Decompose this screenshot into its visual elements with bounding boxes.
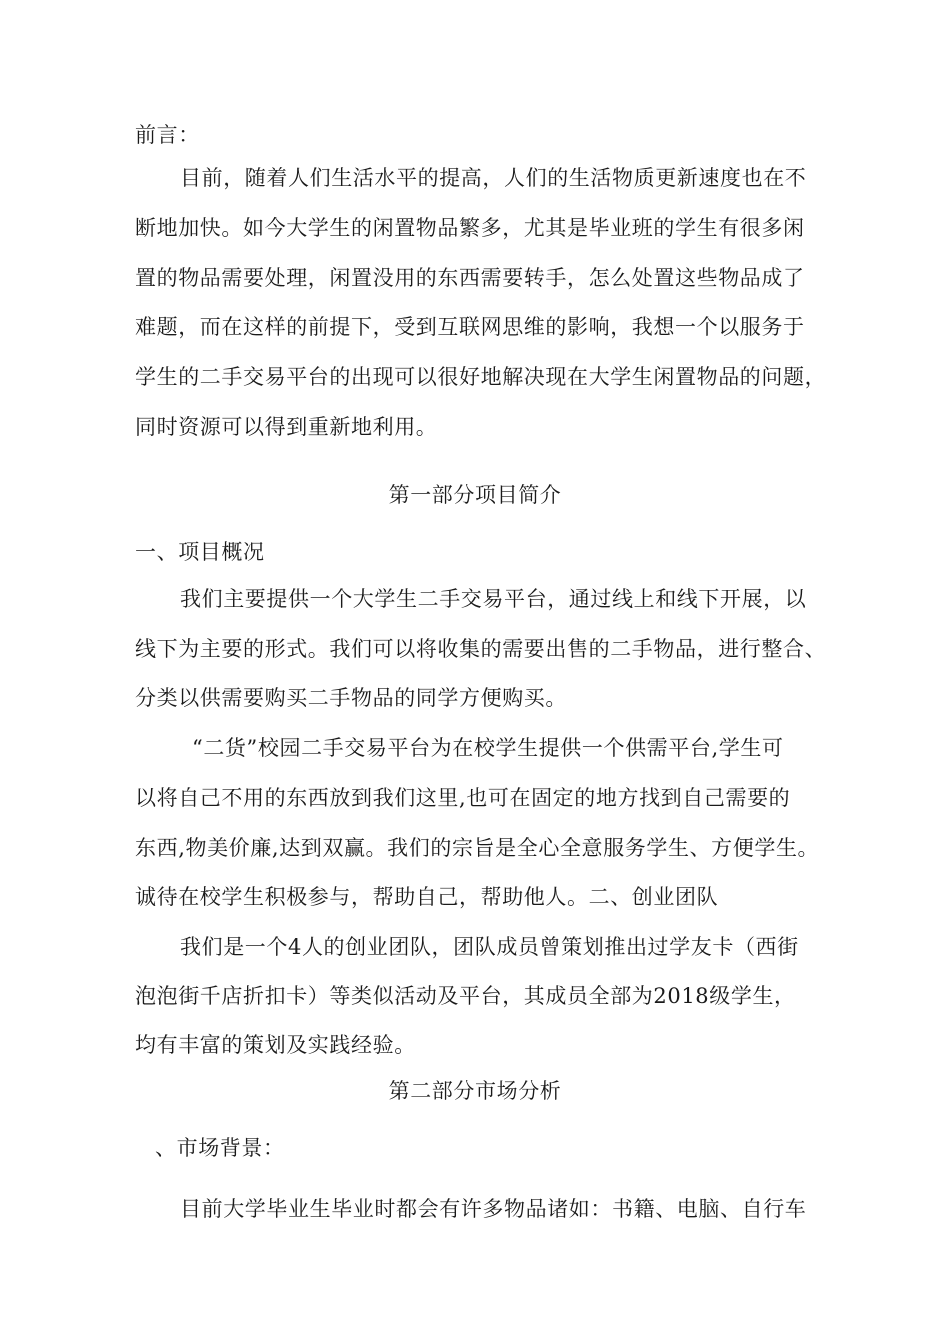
paragraph-line: “二货”校园二手交易平台为在校学生提供一个供需平台,学生可 xyxy=(192,736,784,760)
paragraph-line: 东西,物美价廉,达到双赢。我们的宗旨是全心全意服务学生、方便学生。 xyxy=(135,836,820,860)
paragraph-line: 学生的二手交易平台的出现可以很好地解决现在大学生闲置物品的问题， xyxy=(135,365,827,389)
subsection-heading: 、市场背景： xyxy=(155,1136,285,1160)
paragraph-line: 诚待在校学生积极参与，帮助自己，帮助他人。二、创业团队 xyxy=(135,885,719,909)
paragraph-line: 难题，而在这样的前提下，受到互联网思维的影响，我想一个以服务于 xyxy=(135,315,805,339)
paragraph-line: 均有丰富的策划及实践经验。 xyxy=(135,1033,416,1057)
paragraph-line: 断地加快。如今大学生的闲置物品繁多，尤其是毕业班的学生有很多闲 xyxy=(135,216,805,240)
paragraph-line: 线下为主要的形式。我们可以将收集的需要出售的二手物品，进行整合、 xyxy=(135,637,827,661)
paragraph-line: 以将自己不用的东西放到我们这里,也可在固定的地方找到自己需要的 xyxy=(135,786,791,810)
paragraph-line: 目前大学毕业生毕业时都会有许多物品诸如：书籍、电脑、自行车 xyxy=(180,1197,807,1221)
paragraph-line: 同时资源可以得到重新地利用。 xyxy=(135,415,438,439)
paragraph-line: 置的物品需要处理，闲置没用的东西需要转手，怎么处置这些物品成了 xyxy=(135,266,805,290)
paragraph-line: 泡泡街千店折扣卡）等类似活动及平台，其成员全部为2018级学生， xyxy=(135,984,796,1008)
preface-heading: 前言： xyxy=(135,123,200,147)
section-title-part-one: 第一部分项目简介 xyxy=(388,483,562,507)
subsection-heading: 一、项目概况 xyxy=(135,540,265,564)
section-title-part-two: 第二部分市场分析 xyxy=(388,1079,562,1103)
paragraph-line: 我们是一个4人的创业团队，团队成员曾策划推出过学友卡（西街 xyxy=(180,935,799,959)
paragraph-line: 分类以供需要购买二手物品的同学方便购买。 xyxy=(135,686,567,710)
paragraph-line: 我们主要提供一个大学生二手交易平台，通过线上和线下开展，以 xyxy=(180,587,807,611)
paragraph-line: 目前，随着人们生活水平的提高，人们的生活物质更新速度也在不 xyxy=(180,166,807,190)
